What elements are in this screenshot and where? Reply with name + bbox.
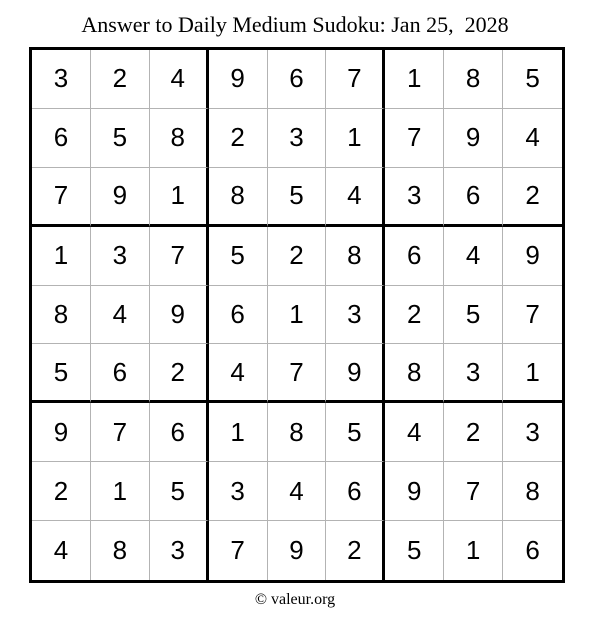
sudoku-cell-r2-c7: 7 (385, 109, 444, 168)
sudoku-cell-r9-c2: 8 (91, 521, 150, 580)
sudoku-cell-r8-c9: 8 (503, 462, 562, 521)
sudoku-cell-r7-c6: 5 (326, 403, 385, 462)
sudoku-cell-r2-c1: 6 (32, 109, 91, 168)
sudoku-cell-r4-c6: 8 (326, 227, 385, 286)
sudoku-cell-r6-c1: 5 (32, 344, 91, 403)
sudoku-cell-r8-c3: 5 (150, 462, 209, 521)
sudoku-cell-r2-c5: 3 (268, 109, 327, 168)
sudoku-cell-r3-c8: 6 (444, 168, 503, 227)
sudoku-cell-r4-c5: 2 (268, 227, 327, 286)
sudoku-cell-r7-c3: 6 (150, 403, 209, 462)
sudoku-cell-r9-c3: 3 (150, 521, 209, 580)
sudoku-cell-r7-c2: 7 (91, 403, 150, 462)
sudoku-cell-r1-c2: 2 (91, 50, 150, 109)
sudoku-cell-r9-c8: 1 (444, 521, 503, 580)
sudoku-cell-r1-c1: 3 (32, 50, 91, 109)
sudoku-cell-r1-c6: 7 (326, 50, 385, 109)
sudoku-cell-r2-c2: 5 (91, 109, 150, 168)
sudoku-cell-r5-c9: 7 (503, 286, 562, 345)
sudoku-cell-r6-c2: 6 (91, 344, 150, 403)
sudoku-cell-r5-c1: 8 (32, 286, 91, 345)
sudoku-cell-r4-c9: 9 (503, 227, 562, 286)
sudoku-cell-r1-c5: 6 (268, 50, 327, 109)
footer-copyright: © valeur.org (254, 591, 336, 608)
sudoku-cell-r2-c8: 9 (444, 109, 503, 168)
sudoku-cell-r9-c7: 5 (385, 521, 444, 580)
sudoku-cell-r5-c4: 6 (209, 286, 268, 345)
sudoku-cell-r7-c5: 8 (268, 403, 327, 462)
sudoku-cell-r8-c2: 1 (91, 462, 150, 521)
sudoku-cell-r9-c4: 7 (209, 521, 268, 580)
sudoku-cell-r7-c9: 3 (503, 403, 562, 462)
sudoku-cell-r7-c1: 9 (32, 403, 91, 462)
sudoku-cell-r1-c8: 8 (444, 50, 503, 109)
sudoku-cell-r8-c8: 7 (444, 462, 503, 521)
sudoku-cell-r8-c1: 2 (32, 462, 91, 521)
sudoku-cell-r4-c8: 4 (444, 227, 503, 286)
sudoku-cell-r6-c7: 8 (385, 344, 444, 403)
sudoku-cell-r5-c5: 1 (268, 286, 327, 345)
sudoku-cell-r3-c7: 3 (385, 168, 444, 227)
sudoku-cell-r9-c9: 6 (525, 535, 540, 566)
sudoku-cell-r5-c3: 9 (150, 286, 209, 345)
sudoku-cell-r6-c3: 2 (150, 344, 209, 403)
sudoku-cell-r3-c2: 9 (91, 168, 150, 227)
sudoku-cell-r8-c6: 6 (326, 462, 385, 521)
sudoku-cell-r9-c1: 4 (32, 521, 91, 580)
sudoku-cell-r5-c2: 4 (91, 286, 150, 345)
sudoku-cell-r2-c3: 8 (150, 109, 209, 168)
sudoku-cell-r9-c5: 9 (268, 521, 327, 580)
sudoku-cell-r8-c5: 4 (268, 462, 327, 521)
sudoku-cell-r3-c6: 4 (326, 168, 385, 227)
sudoku-cell-r6-c8: 3 (444, 344, 503, 403)
sudoku-cell-r3-c1: 7 (32, 168, 91, 227)
sudoku-cell-r5-c6: 3 (326, 286, 385, 345)
sudoku-cell-r2-c9: 4 (503, 109, 562, 168)
sudoku-cell-r7-c4: 1 (209, 403, 268, 462)
sudoku-cell-r2-c4: 2 (209, 109, 268, 168)
sudoku-cell-r4-c1: 1 (32, 227, 91, 286)
sudoku-cell-r5-c8: 5 (444, 286, 503, 345)
sudoku-board (29, 47, 565, 583)
sudoku-cell-r1-c3: 4 (150, 50, 209, 109)
sudoku-cell-r1-c9: 5 (503, 50, 562, 109)
sudoku-cell-r8-c7: 9 (385, 462, 444, 521)
sudoku-cell-r4-c2: 3 (91, 227, 150, 286)
sudoku-cell-r7-c8: 2 (444, 403, 503, 462)
sudoku-cell-r8-c4: 3 (209, 462, 268, 521)
sudoku-cell-r4-c3: 7 (150, 227, 209, 286)
sudoku-cell-r2-c6: 1 (326, 109, 385, 168)
sudoku-cell-r3-c3: 1 (150, 168, 209, 227)
sudoku-cell-r3-c4: 8 (209, 168, 268, 227)
page-title: Answer to Daily Medium Sudoku: Jan 25, 2028 (81, 12, 509, 37)
sudoku-cell-r5-c7: 2 (385, 286, 444, 345)
sudoku-cell-r6-c6: 9 (326, 344, 385, 403)
sudoku-cell-r3-c9: 2 (503, 168, 562, 227)
sudoku-cell-r1-c7: 1 (385, 50, 444, 109)
sudoku-cell-r3-c5: 5 (268, 168, 327, 227)
sudoku-cell-r6-c4: 4 (209, 344, 268, 403)
sudoku-cell-r9-c6: 2 (326, 521, 385, 580)
sudoku-cell-r4-c7: 6 (385, 227, 444, 286)
sudoku-cell-r4-c4: 5 (209, 227, 268, 286)
sudoku-cell-r1-c4: 9 (209, 50, 268, 109)
sudoku-cell-r7-c7: 4 (385, 403, 444, 462)
sudoku-cell-r6-c9: 1 (503, 344, 562, 403)
sudoku-cell-r6-c5: 7 (268, 344, 327, 403)
